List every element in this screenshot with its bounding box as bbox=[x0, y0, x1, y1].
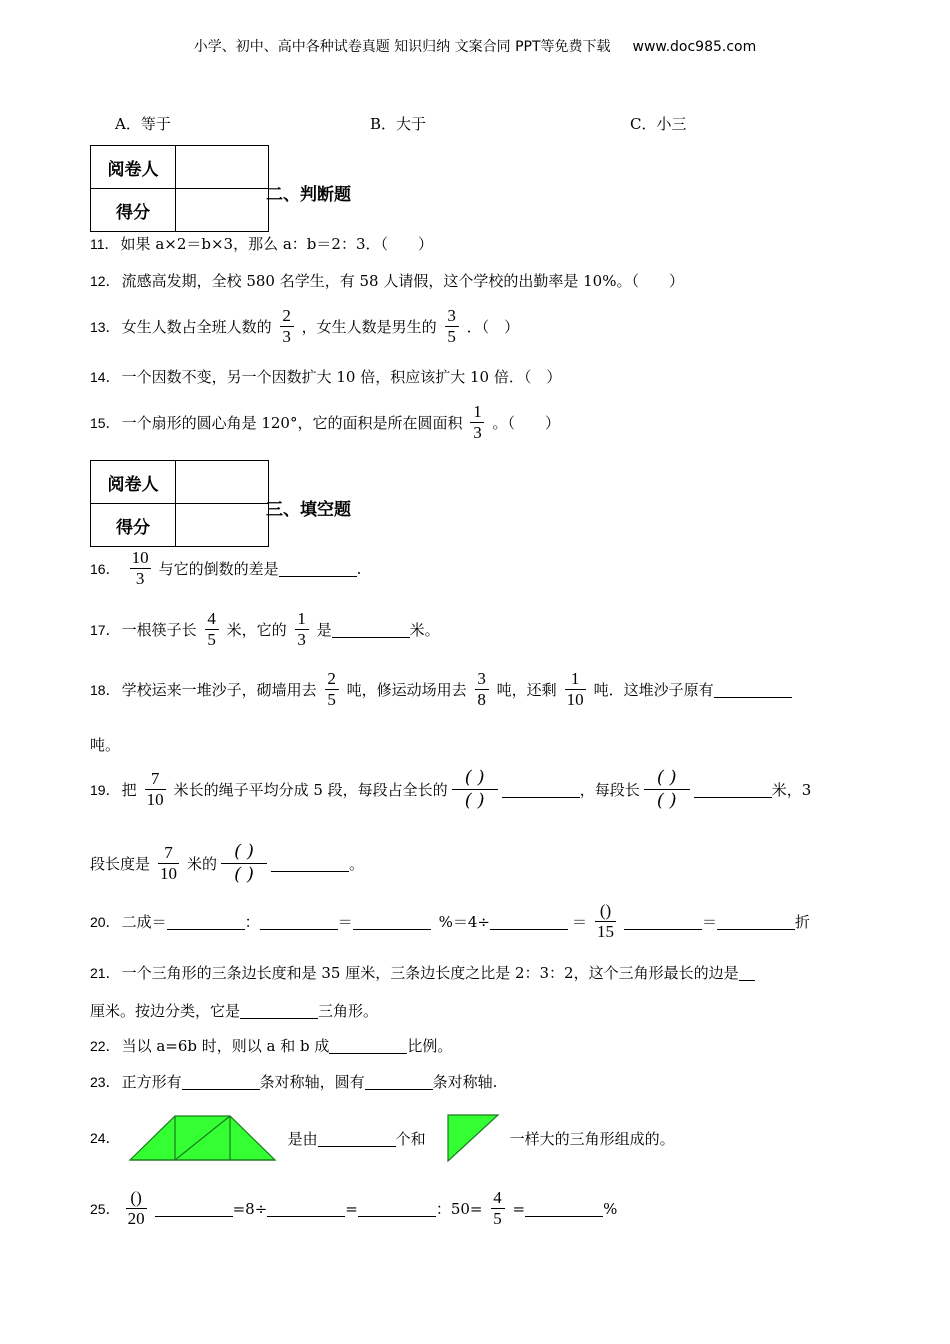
q13-num: 13． bbox=[90, 318, 120, 335]
q20-t1: 二成＝ bbox=[121, 913, 167, 931]
q13-t3: ．（ ） bbox=[466, 318, 520, 336]
q18-t1: 学校运来一堆沙子，砌墙用去 bbox=[121, 681, 317, 699]
question-22 bbox=[90, 1035, 452, 1056]
q20-blank-3[interactable] bbox=[353, 913, 431, 930]
option-b: B．大于 bbox=[370, 115, 427, 133]
q19-blank-2[interactable] bbox=[694, 781, 772, 798]
question-23 bbox=[90, 1071, 497, 1092]
q21-t3: 三角形。 bbox=[318, 1002, 379, 1020]
q20-t4: %＝4÷ bbox=[438, 913, 490, 931]
q25-num: 25． bbox=[90, 1200, 120, 1217]
q25-t2: = bbox=[345, 1199, 358, 1218]
q25-t3: ：50= bbox=[435, 1200, 483, 1218]
q21-t2: 厘米。按边分类，它是 bbox=[90, 1002, 241, 1020]
question-18 bbox=[90, 669, 792, 710]
q20-fraction: $\frac{()}{15}$ bbox=[597, 901, 615, 941]
q17-t2: 米，它的 bbox=[226, 621, 287, 639]
q18-t2: 吨，修运动场用去 bbox=[346, 681, 467, 699]
q22-t2: 比例。 bbox=[407, 1037, 453, 1055]
q17-blank[interactable] bbox=[332, 621, 410, 638]
q19-fraction: $\frac{7}{10}$ bbox=[146, 769, 164, 809]
score-label: 得分 bbox=[91, 189, 176, 232]
question-25 bbox=[90, 1188, 617, 1229]
q25-blank-1[interactable] bbox=[155, 1200, 233, 1217]
q21-t1: 一个三角形的三条边长度和是 35 厘米，三条边长度之比是 2：3：2，这个三角形最长的边是 bbox=[121, 964, 739, 982]
q20-blank-1[interactable] bbox=[167, 913, 245, 930]
q11-num: 11． bbox=[90, 235, 119, 252]
q24-num: 24． bbox=[90, 1130, 120, 1146]
q17-t1: 一根筷子长 bbox=[121, 621, 197, 639]
option-a: A．等于 bbox=[115, 115, 171, 133]
q21-num: 21． bbox=[90, 964, 120, 981]
score-label: 得分 bbox=[91, 504, 176, 547]
reviewer-cell[interactable] bbox=[176, 461, 269, 504]
q19-t4: 米，3 bbox=[771, 781, 812, 799]
q18-fraction-3: $\frac{1}{10}$ bbox=[566, 669, 584, 709]
q13-fraction-1: $\frac{2}{3}$ bbox=[280, 306, 294, 347]
q25-blank-2[interactable] bbox=[267, 1200, 345, 1217]
q19-paren-fraction-3[interactable]: ( ) ( ) bbox=[221, 841, 267, 886]
q13-fraction-2: $\frac{3}{5}$ bbox=[445, 306, 459, 347]
question-19 bbox=[90, 767, 811, 812]
q15-t1: 一个扇形的圆心角是 120°，它的面积是所在圆面积 bbox=[121, 414, 463, 432]
q17-fraction-1: $\frac{4}{5}$ bbox=[205, 609, 219, 650]
q18-t4: 吨．这堆沙子原有 bbox=[593, 681, 714, 699]
q15-num: 15． bbox=[90, 414, 120, 431]
q19-t5: 段长度是 bbox=[90, 855, 151, 873]
q13-t2: ，女生人数是男生的 bbox=[301, 318, 437, 336]
q19-t3: ，每段长 bbox=[579, 781, 640, 799]
q20-blank-2[interactable] bbox=[260, 913, 338, 930]
q25-t1: =8÷ bbox=[232, 1199, 268, 1218]
q17-num: 17． bbox=[90, 621, 120, 638]
question-18-cont bbox=[90, 734, 120, 755]
q22-blank[interactable] bbox=[329, 1037, 407, 1054]
question-14 bbox=[90, 366, 561, 387]
q11-text: 如果 a×2＝b×3，那么 a：b＝2：3．（ ） bbox=[120, 235, 433, 253]
q17-fraction-2: $\frac{1}{3}$ bbox=[295, 609, 309, 650]
q14-num: 14． bbox=[90, 368, 120, 385]
q18-t3: 吨，还剩 bbox=[496, 681, 557, 699]
q20-t2: ： bbox=[244, 913, 260, 931]
q22-num: 22． bbox=[90, 1037, 120, 1054]
section-fill-title: 三、填空题 bbox=[266, 500, 351, 520]
reviewer-label: 阅卷人 bbox=[91, 146, 176, 189]
q25-fraction-1: $\frac{()}{20}$ bbox=[127, 1188, 145, 1228]
reviewer-label: 阅卷人 bbox=[91, 461, 176, 504]
q19-blank-1[interactable] bbox=[502, 781, 580, 798]
q17-t3: 是 bbox=[316, 621, 332, 639]
section-judge-title: 二、判断题 bbox=[266, 185, 351, 205]
q19-num: 19． bbox=[90, 781, 120, 798]
q16-t1: 与它的倒数的差是 bbox=[158, 560, 279, 578]
q19-t1: 把 bbox=[121, 781, 137, 799]
q20-t6: ＝ bbox=[702, 913, 718, 931]
q23-num: 23． bbox=[90, 1073, 120, 1090]
question-11 bbox=[90, 233, 433, 254]
score-cell[interactable] bbox=[176, 504, 269, 547]
q12-text: 流感高发期，全校 580 名学生，有 58 人请假，这个学校的出勤率是 10%。（ ） bbox=[121, 272, 684, 290]
q20-t5: ＝ bbox=[572, 913, 588, 931]
question-21 bbox=[90, 962, 755, 983]
q14-text: 一个因数不变，另一个因数扩大 10 倍，积应该扩大 10 倍．（ ） bbox=[121, 368, 562, 386]
question-17 bbox=[90, 609, 440, 650]
question-16 bbox=[90, 548, 361, 589]
question-21-cont bbox=[90, 1000, 378, 1021]
q23-t3: 条对称轴. bbox=[432, 1073, 498, 1091]
q16-num: 16． bbox=[90, 560, 120, 577]
page-header bbox=[0, 36, 950, 56]
q25-t4: = bbox=[512, 1199, 526, 1218]
q20-num: 20． bbox=[90, 913, 120, 930]
q12-num: 12． bbox=[90, 272, 120, 289]
q23-t2: 条对称轴，圆有 bbox=[259, 1073, 365, 1091]
q20-t7: 折 bbox=[795, 913, 811, 931]
q13-t1: 女生人数占全班人数的 bbox=[121, 318, 272, 336]
q23-blank-2[interactable] bbox=[365, 1073, 433, 1090]
header-site: www.doc985.com bbox=[632, 39, 757, 55]
q18-t5: 吨。 bbox=[90, 736, 121, 754]
q21-blank-1[interactable] bbox=[739, 964, 755, 981]
q20-blank-4[interactable] bbox=[490, 913, 568, 930]
option-c: C．小三 bbox=[630, 115, 687, 133]
q25-t5: % bbox=[603, 1199, 618, 1218]
q23-t1: 正方形有 bbox=[121, 1073, 182, 1091]
q24-t3: 一样大的三角形组成的。 bbox=[509, 1129, 675, 1148]
q25-blank-3[interactable] bbox=[358, 1200, 436, 1217]
question-20 bbox=[90, 901, 810, 942]
q24-t2: 个和 bbox=[395, 1129, 426, 1148]
q18-num: 18． bbox=[90, 681, 120, 698]
question-13 bbox=[90, 306, 519, 347]
q16-fraction: $\frac{10}{3}$ bbox=[131, 548, 149, 588]
question-24 bbox=[90, 1113, 675, 1163]
q25-blank-4[interactable] bbox=[525, 1200, 603, 1217]
q15-fraction: $\frac{1}{3}$ bbox=[470, 402, 484, 443]
q21-blank-2[interactable] bbox=[240, 1002, 318, 1019]
q15-t2: 。（ ） bbox=[492, 414, 560, 432]
q18-fraction-2: $\frac{3}{8}$ bbox=[475, 669, 489, 710]
q19-paren-fraction-1[interactable]: ( ) ( ) bbox=[452, 767, 498, 812]
q20-blank-6[interactable] bbox=[717, 913, 795, 930]
score-cell[interactable] bbox=[176, 189, 269, 232]
question-15 bbox=[90, 402, 560, 443]
q19-t2: 米长的绳子平均分成 5 段，每段占全长的 bbox=[173, 781, 448, 799]
question-19-cont bbox=[90, 841, 364, 886]
q17-t4: 米。 bbox=[409, 621, 440, 639]
q18-blank[interactable] bbox=[714, 681, 792, 698]
q23-blank-1[interactable] bbox=[182, 1073, 260, 1090]
q20-blank-5[interactable] bbox=[624, 913, 702, 930]
triangle-shape bbox=[446, 1113, 500, 1163]
q22-t1: 当以 a=6b 时，则以 a 和 b 成 bbox=[121, 1037, 330, 1055]
q25-fraction-2: $\frac{4}{5}$ bbox=[491, 1188, 505, 1229]
q20-t3: ＝ bbox=[337, 913, 353, 931]
q19-blank-3[interactable] bbox=[271, 855, 349, 872]
q19-paren-fraction-2[interactable]: ( ) ( ) bbox=[644, 767, 690, 812]
q19-t7: 。 bbox=[349, 855, 365, 873]
trapezoid-shape bbox=[128, 1113, 278, 1163]
q18-fraction-1: $\frac{2}{5}$ bbox=[325, 669, 339, 710]
q24-blank[interactable] bbox=[318, 1130, 396, 1147]
q19-t6: 米的 bbox=[187, 855, 218, 873]
reviewer-cell[interactable] bbox=[176, 146, 269, 189]
question-12 bbox=[90, 270, 684, 291]
header-text: 小学、初中、高中各种试卷真题 知识归纳 文案合同 PPT等免费下载 bbox=[193, 39, 611, 55]
q16-blank[interactable] bbox=[279, 560, 357, 577]
q24-t1: 是由 bbox=[287, 1129, 318, 1148]
score-box-2 bbox=[90, 460, 269, 547]
q19-fraction-2: $\frac{7}{10}$ bbox=[160, 843, 178, 883]
q16-t2: . bbox=[356, 559, 362, 578]
score-box-1 bbox=[90, 145, 269, 232]
